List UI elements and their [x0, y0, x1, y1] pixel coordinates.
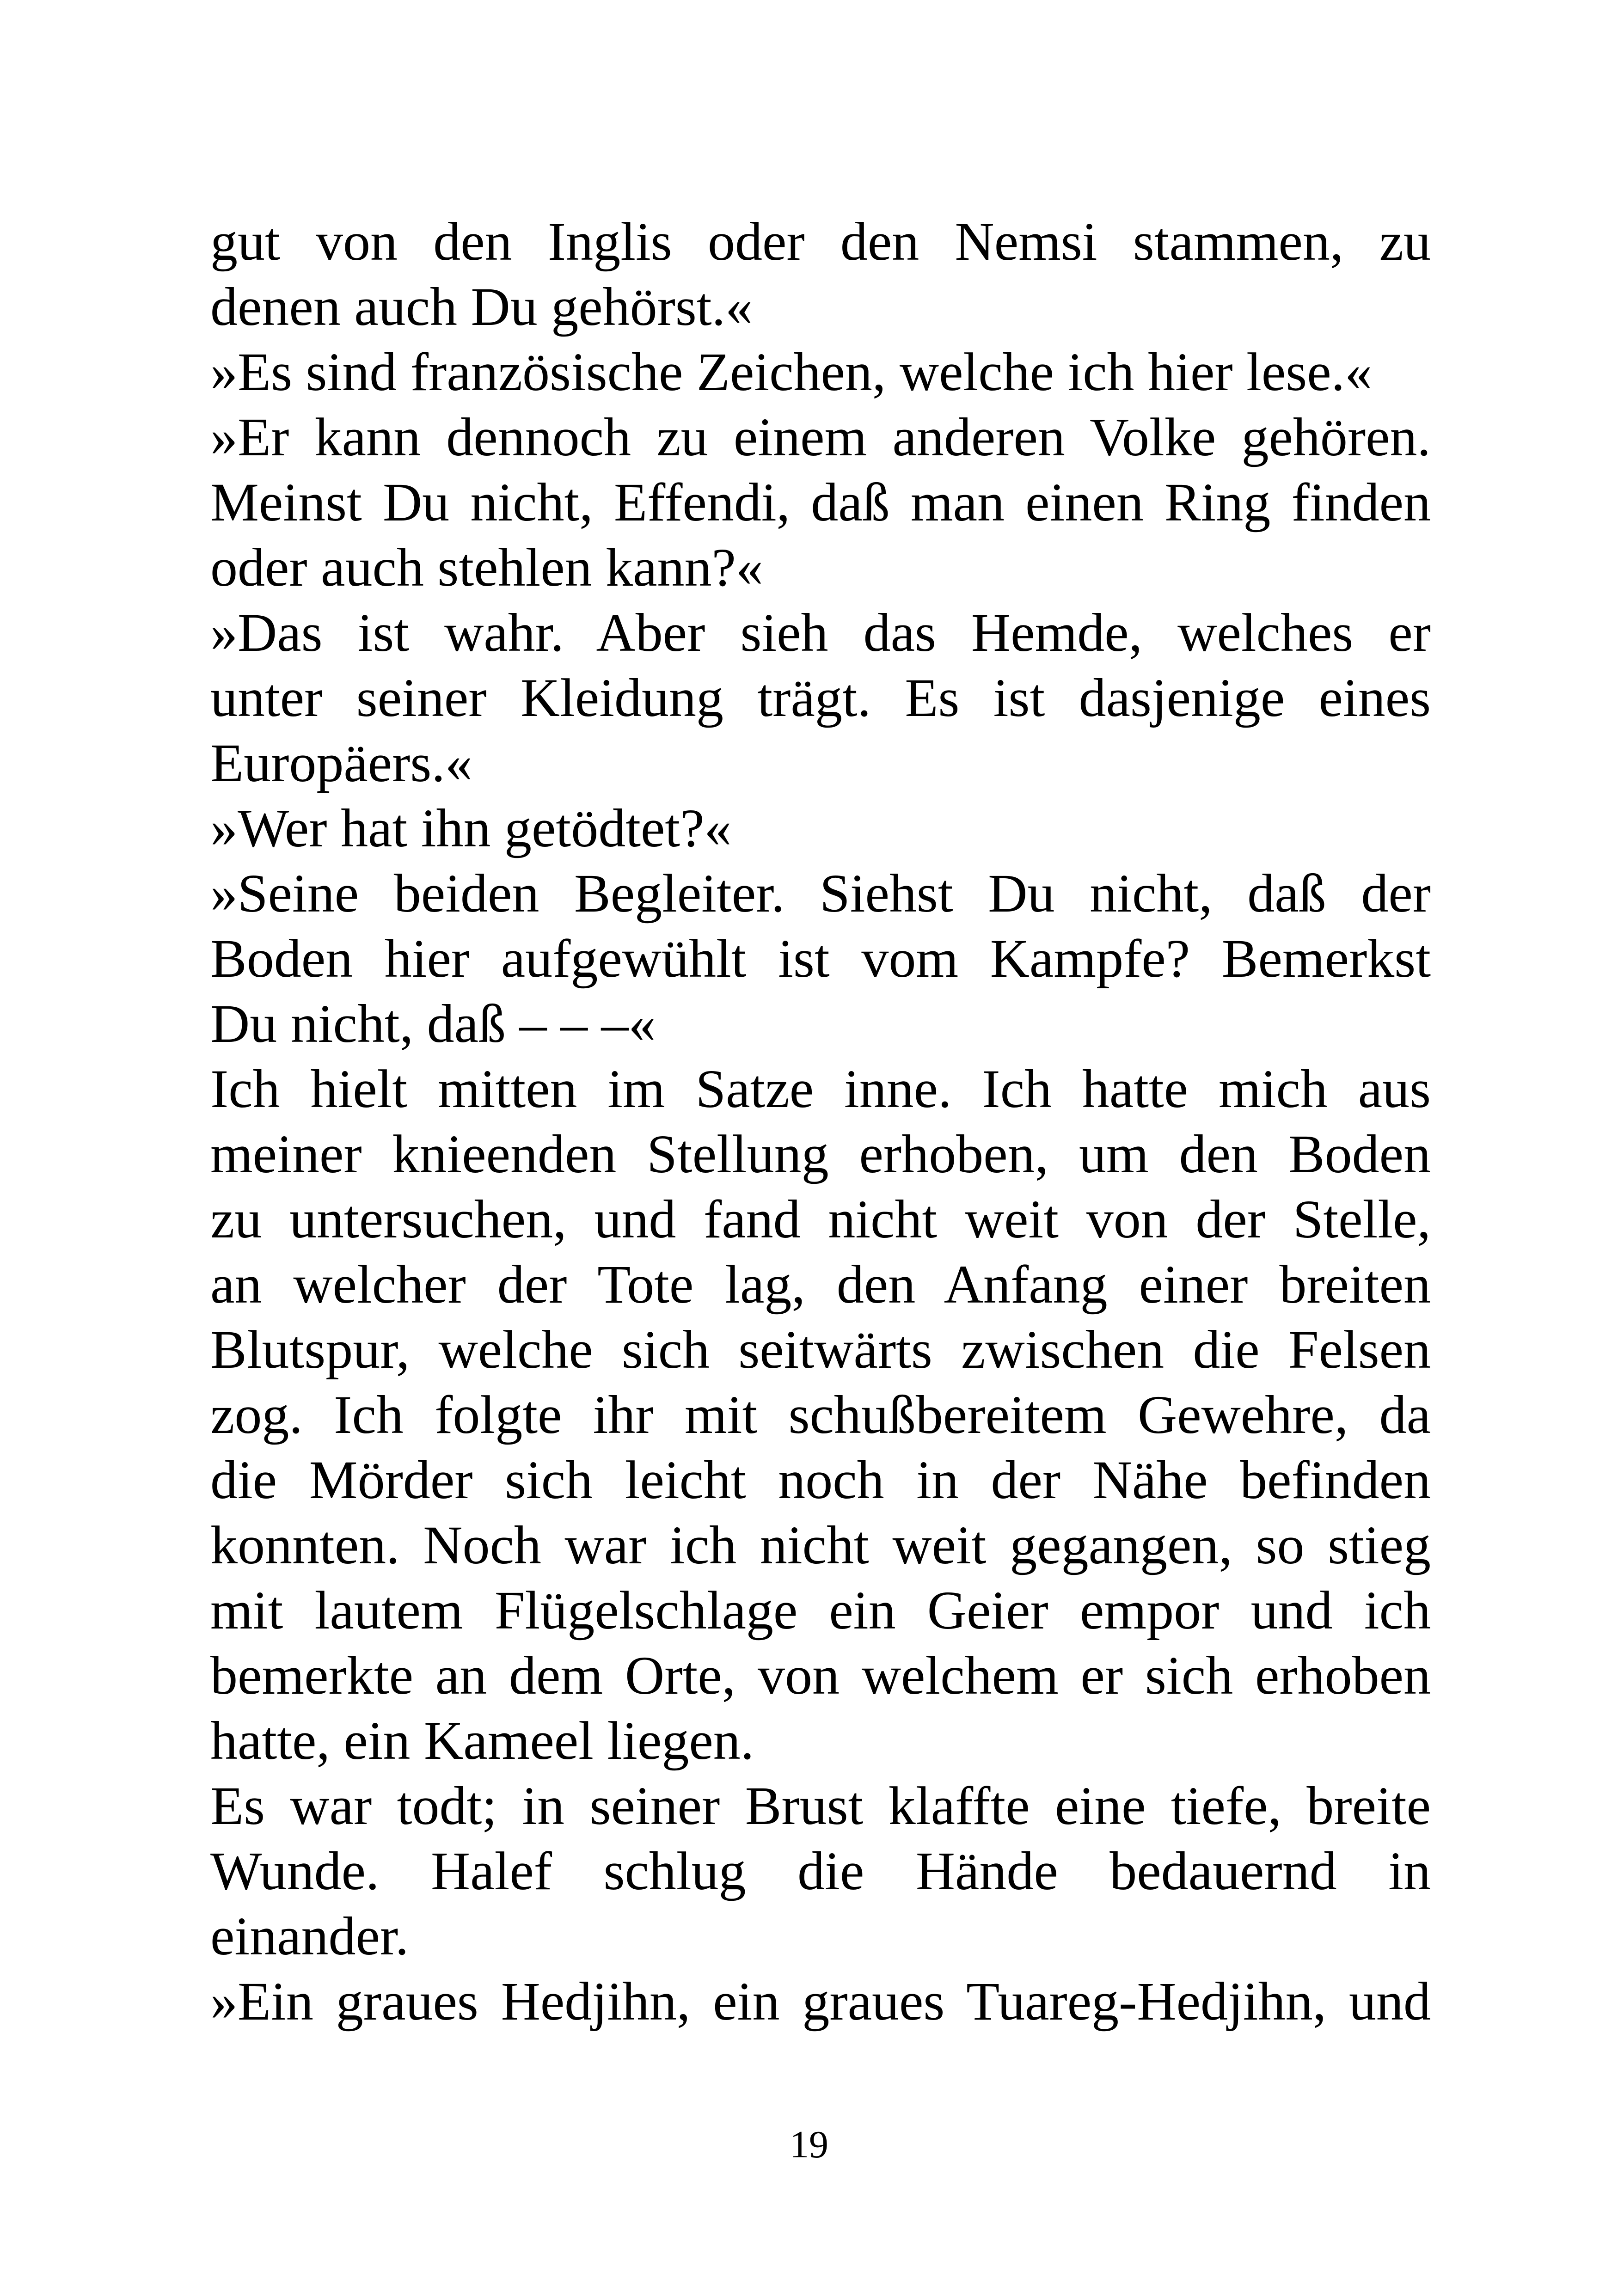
- text-line: konnten. Noch war ich nicht weit gegangen, so stieg: [210, 1515, 1431, 1575]
- paragraph: [210, 339, 1431, 404]
- text-line: denen auch Du gehörst.«: [210, 276, 753, 337]
- text-line: zog. Ich folgte ihr mit schußbereitem Gewehre, da: [210, 1384, 1431, 1445]
- text-line: zu untersuchen, und fand nicht weit von der Stelle,: [210, 1189, 1431, 1249]
- page-number: 19: [790, 2123, 828, 2166]
- text-line: »Es sind französische Zeichen, welche ich hier lese.«: [210, 342, 1373, 402]
- text-line: an welcher der Tote lag, den Anfang einer breiten: [210, 1254, 1431, 1315]
- text-line: bemerkte an dem Orte, von welchem er sich erhoben: [210, 1645, 1431, 1706]
- body-text: [210, 209, 1431, 2034]
- text-line: »Das ist wahr. Aber sieh das Hemde, welches er: [210, 602, 1431, 663]
- paragraph: [210, 1969, 1431, 2034]
- paragraph: [210, 1056, 1431, 1773]
- text-line: unter seiner Kleidung trägt. Es ist dasjenige eines: [210, 667, 1431, 728]
- text-line: gut von den Inglis oder den Nemsi stammen, zu: [210, 211, 1431, 272]
- text-line: mit lautem Flügelschlage ein Geier empor und ich: [210, 1580, 1431, 1641]
- text-line: »Wer hat ihn getödtet?«: [210, 798, 732, 858]
- text-line: Europäers.«: [210, 733, 472, 793]
- text-line: einander.: [210, 1906, 409, 1966]
- paragraph: [210, 861, 1431, 1056]
- text-line: Meinst Du nicht, Effendi, daß man einen Ring finden: [210, 472, 1431, 533]
- text-line: »Ein graues Hedjihn, ein graues Tuareg-Hedjihn, und: [210, 1971, 1431, 2032]
- text-line: Boden hier aufgewühlt ist vom Kampfe? Bemerkst: [210, 928, 1431, 989]
- paragraph: [210, 404, 1431, 600]
- paragraph: [210, 796, 1431, 861]
- text-line: »Er kann dennoch zu einem anderen Volke gehören.: [210, 407, 1431, 467]
- paragraph: [210, 209, 1431, 339]
- text-line: »Seine beiden Begleiter. Siehst Du nicht, daß der: [210, 863, 1431, 924]
- text-line: Es war todt; in seiner Brust klaffte eine tiefe, breite: [210, 1776, 1431, 1836]
- text-line: oder auch stehlen kann?«: [210, 537, 763, 598]
- text-line: Blutspur, welche sich seitwärts zwischen die Felsen: [210, 1319, 1431, 1380]
- text-line: die Mörder sich leicht noch in der Nähe befinden: [210, 1450, 1431, 1510]
- text-line: Ich hielt mitten im Satze inne. Ich hatte mich aus: [210, 1059, 1431, 1119]
- paragraph: [210, 600, 1431, 796]
- text-line: meiner knieenden Stellung erhoben, um den Boden: [210, 1124, 1431, 1184]
- paragraph: [210, 1773, 1431, 1969]
- text-line: hatte, ein Kameel liegen.: [210, 1710, 754, 1771]
- text-line: Du nicht, daß – – –«: [210, 993, 656, 1054]
- text-line: Wunde. Halef schlug die Hände bedauernd in: [210, 1841, 1431, 1901]
